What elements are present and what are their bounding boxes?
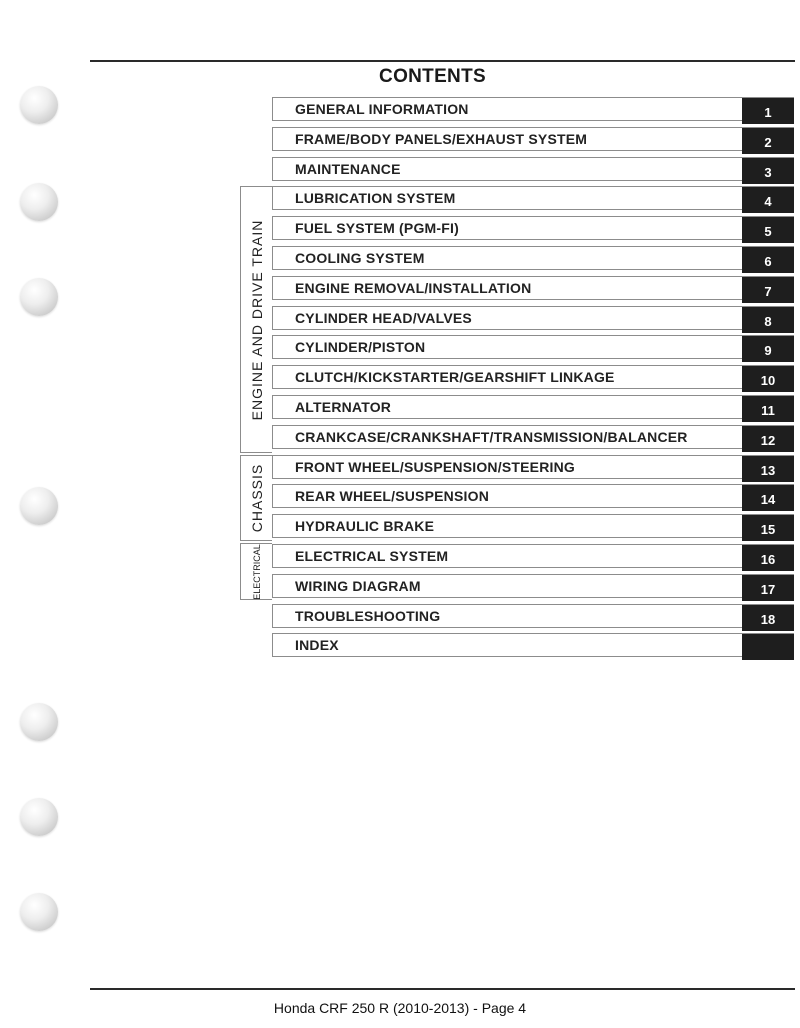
binder-hole [20, 183, 58, 221]
contents-row-label: CLUTCH/KICKSTARTER/GEARSHIFT LINKAGE [295, 369, 615, 385]
contents-row-label: FUEL SYSTEM (PGM-FI) [295, 220, 459, 236]
contents-row[interactable] [272, 425, 794, 449]
contents-row[interactable] [272, 335, 794, 359]
section-tab[interactable] [742, 634, 794, 660]
binder-hole [20, 86, 58, 124]
section-electrical [240, 543, 272, 600]
contents-row-label: CYLINDER/PISTON [295, 339, 426, 355]
contents-row-label: GENERAL INFORMATION [295, 101, 469, 117]
contents-row[interactable] [272, 276, 794, 300]
section-label: ENGINE AND DRIVE TRAIN [248, 219, 265, 420]
contents-row[interactable] [272, 544, 794, 568]
contents-row[interactable] [272, 633, 794, 657]
contents-row-label: ALTERNATOR [295, 399, 392, 415]
contents-row[interactable] [272, 484, 794, 508]
section-chassis [240, 455, 272, 541]
section-tab[interactable]: 7 [742, 277, 794, 303]
section-tab[interactable]: 17 [742, 575, 794, 601]
section-tab[interactable]: 12 [742, 426, 794, 452]
section-tab[interactable]: 15 [742, 515, 794, 541]
contents-row-label: FRONT WHEEL/SUSPENSION/STEERING [295, 459, 575, 475]
section-tab[interactable]: 4 [742, 187, 794, 213]
section-label: CHASSIS [248, 463, 265, 533]
section-tab[interactable]: 6 [742, 247, 794, 273]
contents-row-label: CYLINDER HEAD/VALVES [295, 310, 472, 326]
section-tab[interactable]: 10 [742, 366, 794, 392]
top-rule [90, 60, 795, 62]
contents-row-label: FRAME/BODY PANELS/EXHAUST SYSTEM [295, 131, 588, 147]
section-tab[interactable]: 13 [742, 456, 794, 482]
section-engine-drive-train [240, 186, 272, 453]
contents-row[interactable] [272, 514, 794, 538]
section-tab[interactable]: 5 [742, 217, 794, 243]
contents-row[interactable] [272, 246, 794, 270]
binder-hole [20, 703, 58, 741]
section-tab[interactable]: 14 [742, 485, 794, 511]
contents-row-label: INDEX [295, 637, 339, 653]
section-tab[interactable]: 16 [742, 545, 794, 571]
section-tab[interactable]: 1 [742, 98, 794, 124]
section-label: ELECTRICAL [251, 543, 262, 600]
section-tab[interactable]: 18 [742, 605, 794, 631]
contents-row[interactable] [272, 365, 794, 389]
binder-hole [20, 798, 58, 836]
contents-row-label: LUBRICATION SYSTEM [295, 190, 456, 206]
binder-hole [20, 278, 58, 316]
page-title: CONTENTS [379, 66, 486, 87]
contents-row-label: CRANKCASE/CRANKSHAFT/TRANSMISSION/BALANCER [295, 429, 688, 445]
contents-row[interactable] [272, 97, 794, 121]
contents-row-label: REAR WHEEL/SUSPENSION [295, 488, 489, 504]
contents-row-label: TROUBLESHOOTING [295, 608, 441, 624]
binder-hole [20, 487, 58, 525]
section-tab[interactable]: 2 [742, 128, 794, 154]
contents-row[interactable] [272, 216, 794, 240]
contents-row[interactable] [272, 157, 794, 181]
contents-row-label: ENGINE REMOVAL/INSTALLATION [295, 280, 532, 296]
bottom-rule [90, 988, 795, 990]
contents-row[interactable] [272, 574, 794, 598]
contents-row-label: WIRING DIAGRAM [295, 578, 421, 594]
contents-row[interactable] [272, 306, 794, 330]
section-tab[interactable]: 9 [742, 336, 794, 362]
section-tab[interactable]: 11 [742, 396, 794, 422]
contents-row-label: ELECTRICAL SYSTEM [295, 548, 449, 564]
section-tab[interactable]: 8 [742, 307, 794, 333]
contents-row-label: COOLING SYSTEM [295, 250, 425, 266]
section-tab[interactable]: 3 [742, 158, 794, 184]
contents-row[interactable] [272, 604, 794, 628]
binder-hole [20, 893, 58, 931]
contents-row[interactable] [272, 127, 794, 151]
contents-row-label: MAINTENANCE [295, 161, 401, 177]
contents-row[interactable] [272, 395, 794, 419]
contents-row[interactable] [272, 455, 794, 479]
page-footer: Honda CRF 250 R (2010-2013) - Page 4 [273, 1000, 527, 1016]
contents-row[interactable] [272, 186, 794, 210]
contents-row-label: HYDRAULIC BRAKE [295, 518, 435, 534]
